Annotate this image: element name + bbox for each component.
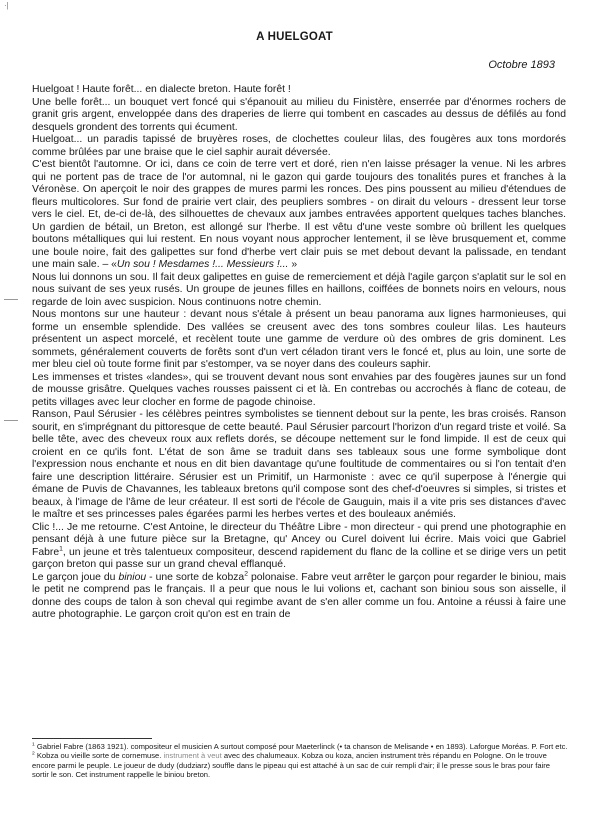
paragraph: Huelgoat ! Haute forêt... en dialecte breton. Haute forêt ! bbox=[32, 84, 291, 95]
paragraph-text: - une sorte de kobza bbox=[146, 571, 245, 583]
footnote-text: avec des chalumeaux. Kobza ou koza, ancien instrument très répandu en Pologne. On le trouve encore parmi le peuple. Le joueur de dudy (dudziarz) souffle dans le pipeau qui est attaché à un sac de cuir rempli d'air; il le presse sous le bras pour faire sortir le son. Cet instrument rappelle le biniou breton. bbox=[32, 751, 550, 780]
paragraph-text: , un jeune et très talentueux compositeur, descend rapidement du flanc de la colline et se dirige vers un petit garçon breton qui passe sur un grand cheval efflanqué. bbox=[32, 546, 566, 570]
footnote-2 bbox=[32, 751, 568, 779]
margin-mark bbox=[4, 420, 18, 421]
paragraph: Nous montons sur une hauteur : devant nous s'étale à présent un beau panorama aux lignes harmonieuses, qui forme un ensemble splendide. Des vallées se creusent avec des tons sombres couleur lilas. Les hauteurs présentent un aspect morcelé, et recèlent toute une gamme de verdure où des ombres de gris dominent. Les sommets, généralement couverts de forêts sont d'un vert céladon tirant vers le foncé et, plus au loin, une sorte de mer bleu ciel où toute forme finit par s'estomper, va se noyer dans des couleurs saphir. bbox=[32, 309, 566, 370]
paragraph bbox=[32, 572, 566, 622]
paragraph bbox=[32, 159, 566, 272]
footnote-grey-text: instrument à veut bbox=[161, 751, 222, 761]
paragraph: Nous lui donnons un sou. Il fait deux galipettes en guise de remerciement et déjà l'agile garçon s'aplatit sur le sol en nous suivant de ses yeux rusés. Un groupe de jeunes filles en haillons, coiffées de bonnets noirs en velours, nous regarde de loin avec suspicion. Nous continuons notre chemin. bbox=[32, 271, 566, 308]
footnote-1 bbox=[32, 742, 568, 751]
paragraph-text: biniou, mais le petit ne comprend pas le français. Il a peur que nous le lui volions et, cachant son biniou sous son aisselle, il donne des coups de talon à son cheval qui regimbe avant de s'en aller comme un fou. Antoine a réussi à faire une autre photographie. Le garçon croit qu'on est en train de bbox=[32, 571, 567, 620]
quote-text: Un sou ! Mesdames !... Messieurs !... bbox=[116, 259, 289, 270]
footnote-text: Gabriel Fabre (1863 1921). compositeur el musicien A surtout composé pour Maeterlinck (• ta chanson de Melisande • en 1893). Laforgue Moréas. P. Fort etc. bbox=[34, 742, 568, 751]
footnote-text: Kobza ou vieille sorte de cornemuse. bbox=[34, 751, 162, 761]
paragraph-text: polonaise. Fabre veut arrêter le garçon pour regarder le bbox=[247, 571, 508, 583]
corner-mark: ·| bbox=[4, 1, 9, 10]
margin-mark bbox=[4, 299, 18, 300]
footnote-ref: 1 bbox=[59, 545, 63, 553]
document-title: A HUELGOAT bbox=[256, 31, 333, 43]
footnote-number: 1 bbox=[32, 742, 35, 748]
footnote-number: 2 bbox=[32, 751, 35, 757]
dateline: Octobre 1893 bbox=[488, 59, 555, 71]
italic-word: biniou bbox=[118, 571, 147, 583]
paragraph-text: C'est bientôt l'automne. Or ici, dans ce coin de terre vert et doré, rien n'en laisse présager la venue. Ni les arbres qui ne portent pas de trace de l'or automnal, ni le gazon qui garde toujours des tonalités pures et franches à la Véronèse. On aperçoit le noir des grappes de mures parmi les ronces. Des pins poussent au milieu d'étendues de fleurs multicolores. Sur fond de prairie vert clair, des peupliers sombres - on dirait du velours - dressent leur torse vers le ciel. Et, de-ci de-là, des silhouettes de chevaux aux jambes entravées apportent quelques taches blanches. Un gardien de bétail, un Breton, est allongé sur l'herbe. Il est vêtu d'une veste sombre où brillent les quelques boutons métalliques qui lui restent. En nous voyant nous approcher lentement, il se lève brusquement et, comme une boule noire, fait des galipettes sur fond d'herbe vert clair puis se met debout devant la palissade, en tendant une main sale. – « bbox=[32, 159, 566, 270]
document-body bbox=[32, 84, 566, 622]
paragraph: Les immenses et tristes «landes», qui se trouvent devant nous sont envahies par des fougères jaunes sur un fond de mousse grisâtre. Quelques vaches rousses paissent ci et là. En contrebas ou accrochés à flanc de coteau, de petits villages avec leur clocher en forme de pagode chinoise. bbox=[32, 371, 566, 408]
paragraph-text: Clic !... Je me retourne. C'est Antoine, le directeur du Théâtre Libre - mon directeur - qui prend une photographie en pensant déjà à une future pièce sur la Bretagne, qu' Ancey ou Curel doivent lui écrire. Mais voici que Gabriel Fabre bbox=[32, 521, 566, 558]
paragraph bbox=[32, 522, 566, 572]
paragraph: Une belle forêt... un bouquet vert foncé qui s'épanouit au milieu du Finistère, enserrée par d'énormes rochers de granit gris argent, enveloppée dans des draperies de lierre qui tombent en cascades au dessus de défilés au fond desquels grondent des torrents qui écument. bbox=[32, 96, 566, 133]
footnote-divider bbox=[32, 738, 152, 739]
footnotes bbox=[32, 742, 568, 780]
footnote-ref: 2 bbox=[244, 570, 248, 578]
quote-close: » bbox=[288, 259, 298, 270]
paragraph-text: Le garçon joue du bbox=[32, 571, 116, 583]
paragraph: Ranson, Paul Sérusier - les célèbres peintres symbolistes se tiennent debout sur la pente, les bras croisés. Ranson sourit, en s'imprégnant du pittoresque de cette beauté. Paul Sérusier parcourt l'horizon d'un regard triste et voilé. Sa belle tête, avec des cheveux roux aux reflets dorés, se découpe nettement sur le fond limpide. Il est de ceux qui croient en ce qu'ils font. L'état de son âme se traduit dans ses tableaux sous une forme symbolique dont l'expression nous enchante et nous en dit bien davantage qu'une foultitude de commentaires ou si l'on tentait d'en faire une description littéraire. Sérusier est un Primitif, un Harmoniste : avec ce qu'il superpose à l'énergie qui émane de Puvis de Chavannes, les tableaux bretons qu'il compose sont des chef-d'oeuvres si simples, si tristes et beaux, à l'image de l'âme de leur créateur. Il est sorti de l'école de Gauguin, mais il a vite pris ses distances d'avec le maître et ses princesses pales égarées parmi les herbes vertes et des bouleaux anémiés. bbox=[32, 409, 566, 520]
paragraph: Huelgoat... un paradis tapissé de bruyères roses, de clochettes couleur lilas, des fougères aux tons mordorés comme brûlées par une braise que le ciel saphir aurait déversée. bbox=[32, 134, 566, 158]
